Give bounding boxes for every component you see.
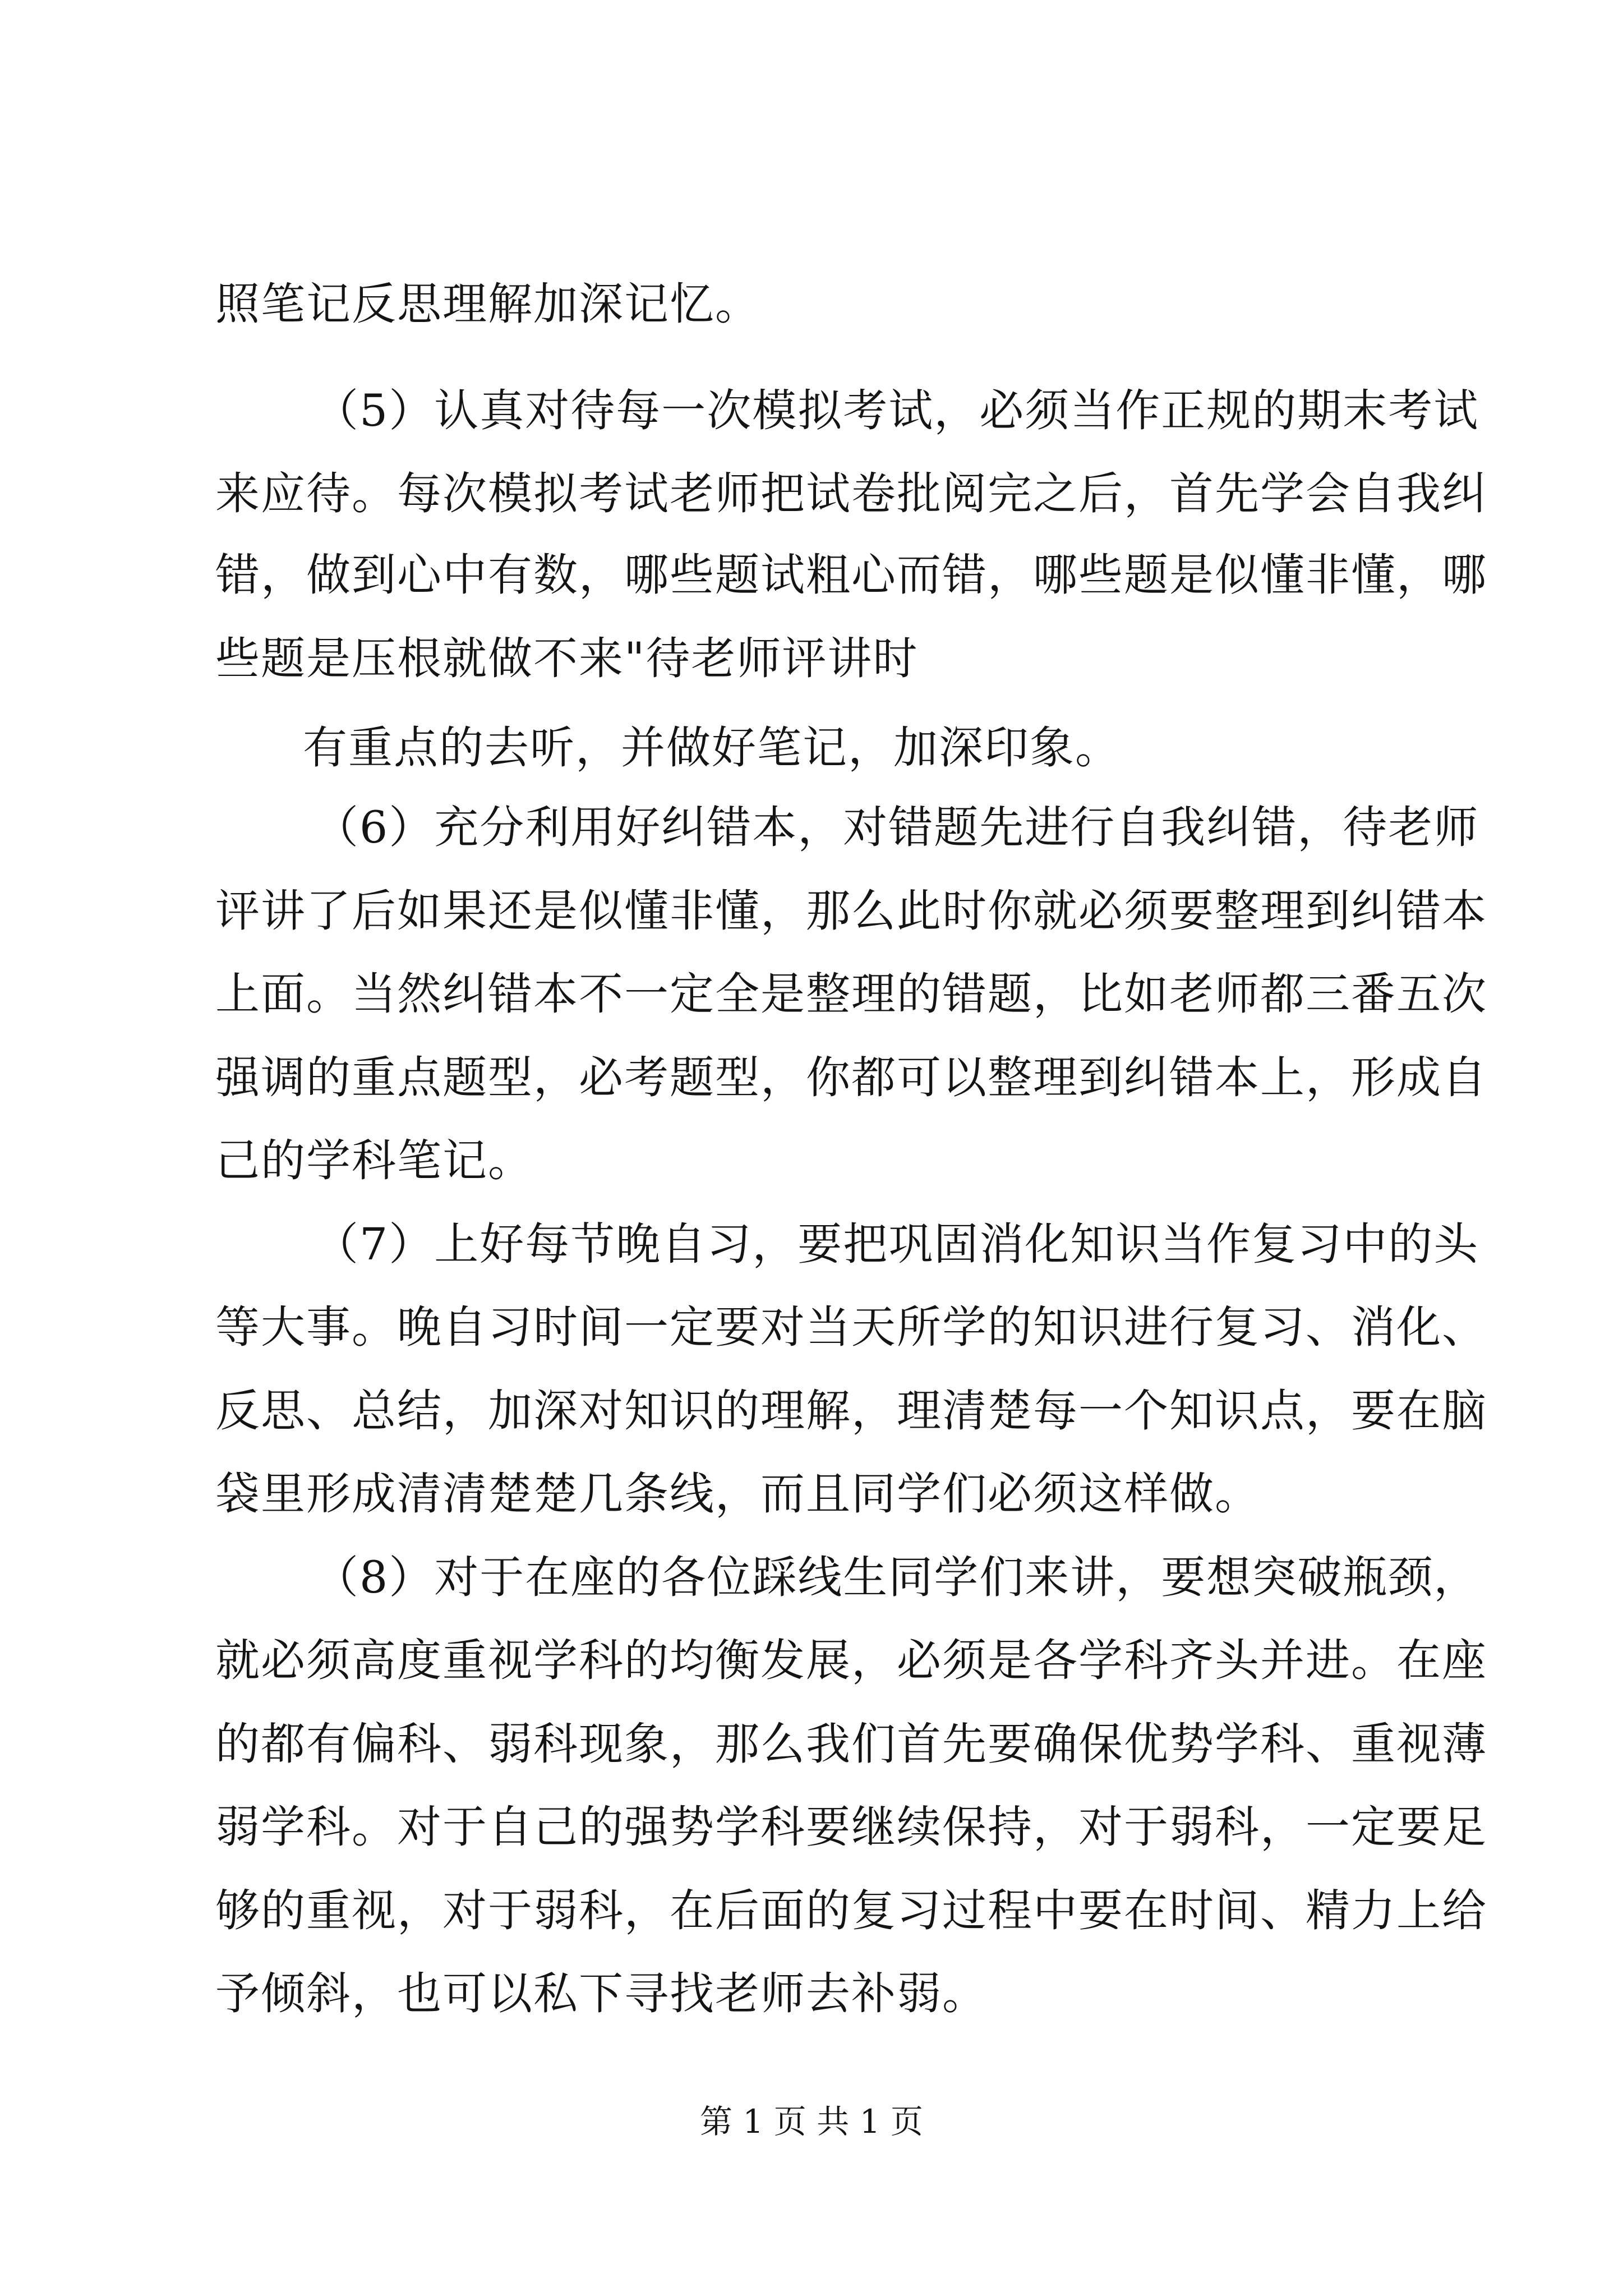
text-line-11: 己的学科笔记。	[215, 1135, 533, 1186]
page-number-label: 第 1 页 共 1 页	[700, 2102, 923, 2141]
text-line-2: （5）认真对待每一次模拟考试，必须当作正规的期末考试	[314, 385, 1479, 436]
text-line-1: 照笔记反思理解加深记忆。	[215, 278, 760, 330]
text-line-7: （6）充分利用好纠错本，对错题先进行自我纠错，待老师	[314, 802, 1479, 853]
text-line-21: 予倾斜，也可以私下寻找老师去补弱。	[215, 1968, 988, 2019]
text-line-3: 来应待。每次模拟考试老师把试卷批阅完之后，首先学会自我纠	[215, 468, 1487, 519]
text-line-12: （7）上好每节晚自习，要把巩固消化知识当作复习中的头	[314, 1218, 1479, 1270]
text-line-19: 弱学科。对于自己的强势学科要继续保持，对于弱科，一定要足	[215, 1801, 1487, 1853]
text-line-16: （8）对于在座的各位踩线生同学们来讲，要想突破瓶颈，	[314, 1552, 1479, 1603]
text-line-5: 些题是压根就做不来"待老师评讲时	[215, 633, 919, 684]
text-line-13: 等大事。晚自习时间一定要对当天所学的知识进行复习、消化、	[215, 1301, 1487, 1353]
text-line-4: 错，做到心中有数，哪些题试粗心而错，哪些题是似懂非懂，哪	[215, 549, 1487, 601]
text-line-8: 评讲了后如果还是似懂非懂，那么此时你就必须要整理到纠错本	[215, 885, 1487, 937]
text-line-9: 上面。当然纠错本不一定全是整理的错题，比如老师都三番五次	[215, 968, 1487, 1020]
text-line-14: 反思、总结，加深对知识的理解，理清楚每一个知识点，要在脑	[215, 1385, 1487, 1437]
text-line-15: 袋里形成清清楚楚几条线，而且同学们必须这样做。	[215, 1468, 1260, 1520]
text-line-18: 的都有偏科、弱科现象，那么我们首先要确保优势学科、重视薄	[215, 1718, 1487, 1770]
text-line-17: 就必须高度重视学科的均衡发展，必须是各学科齐头并进。在座	[215, 1635, 1487, 1686]
text-line-10: 强调的重点题型，必考题型，你都可以整理到纠错本上，形成自	[215, 1052, 1487, 1103]
text-line-6: 有重点的去听，并做好笔记，加深印象。	[303, 722, 1121, 774]
page-footer	[0, 2099, 1623, 2144]
text-line-20: 够的重视，对于弱科，在后面的复习过程中要在时间、精力上给	[215, 1885, 1487, 1936]
